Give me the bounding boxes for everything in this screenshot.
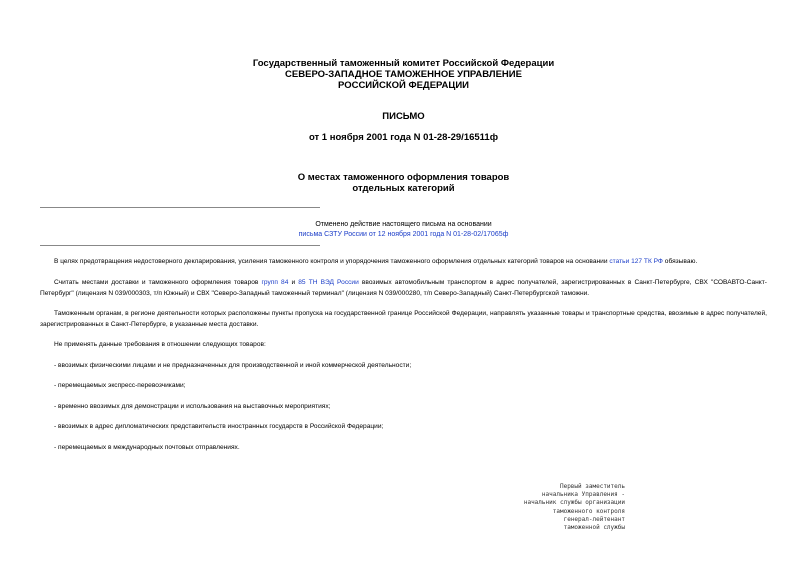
paragraph-2 — [40, 278, 767, 299]
paragraph-text: Считать местами доставки и таможенного оформления товаров — [54, 279, 262, 286]
group-84-link[interactable]: групп 84 — [261, 279, 289, 286]
tn-ved-85-link[interactable]: 85 ТН ВЭД России — [298, 279, 359, 286]
document-subject — [0, 172, 807, 194]
issuer-line: Государственный таможенный комитет Российской Федерации — [252, 58, 555, 69]
issuer-line: СЕВЕРО-ЗАПАДНОЕ ТАМОЖЕННОЕ УПРАВЛЕНИЕ — [285, 69, 522, 80]
list-item: - ввозимых физическими лицами и не предназначенных для производственной и иной коммерческой деятельности; — [54, 362, 412, 369]
cancellation-note — [200, 220, 607, 240]
signature-block — [470, 483, 625, 532]
list-item: - ввозимых в адрес дипломатических представительств иностранных государств в Российской Федерации; — [54, 423, 384, 430]
paragraph-text: и — [288, 279, 299, 286]
signature-line: начальник службы организации — [523, 499, 625, 507]
signature-line: таможенной службы — [563, 524, 625, 532]
cancellation-text: Отменено действие настоящего письма на основании — [315, 221, 492, 228]
paragraph-text: ввозимых автомобильным транспортом в адрес получателей, зарегистрированных в Санкт-Петербурге, СВХ "СОВАВТО-Санкт-Петербург" (лицензия N 039/000303, т/п Южный) и СВХ "Северо-Западный таможенный терминал" (лицензия N 039/000280, т/п Северо-Западный) Санкт-Петербургской таможни. — [40, 279, 767, 297]
paragraph-4: Не применять данные требования в отношении следующих товаров: — [54, 341, 266, 348]
subject-line: О местах таможенного оформления товаров — [297, 172, 510, 183]
paragraph-text: В целях предотвращения недостоверного декларирования, усиления таможенного контроля и упорядочения таможенного оформления отдельных категорий товаров на основании — [54, 258, 610, 265]
list-item: - перемещаемых в международных почтовых отправлениях. — [54, 444, 240, 451]
article-127-link[interactable]: статьи 127 ТК РФ — [609, 258, 663, 265]
signature-line: таможенного контроля — [552, 507, 625, 515]
list-item: - временно ввозимых для демонстрации и использования на выставочных мероприятиях; — [54, 403, 331, 410]
document-date: от 1 ноября 2001 года N 01-28-29/16511ф — [308, 132, 499, 143]
paragraph-text: обязываю. — [662, 258, 698, 265]
signature-line: начальника Управления - — [541, 491, 625, 499]
paragraph-1 — [40, 257, 767, 268]
paragraph-3: Таможенным органам, в регионе деятельности которых расположены пункты пропуска на государственной границе Российской Федерации, направлять указанные товары и транспортные средства, ввозимые в адрес получателей, зарегистрированных в Санкт-Петербурге, в указанные места доставки. — [40, 310, 767, 328]
issuer-block — [0, 58, 807, 91]
document-type: ПИСЬМО — [382, 111, 425, 122]
issuer-line: РОССИЙСКОЙ ФЕДЕРАЦИИ — [337, 80, 469, 91]
subject-line: отдельных категорий — [352, 183, 455, 194]
divider — [40, 245, 320, 246]
signature-line: Первый заместитель — [559, 483, 625, 490]
divider — [40, 207, 320, 208]
signature-line: генерал-лейтенант — [563, 515, 625, 523]
list-item: - перемещаемых экспресс-перевозчиками; — [54, 382, 186, 389]
cancellation-link[interactable]: письма СЗТУ России от 12 ноября 2001 года N 01-28-02/17065ф — [298, 231, 509, 238]
